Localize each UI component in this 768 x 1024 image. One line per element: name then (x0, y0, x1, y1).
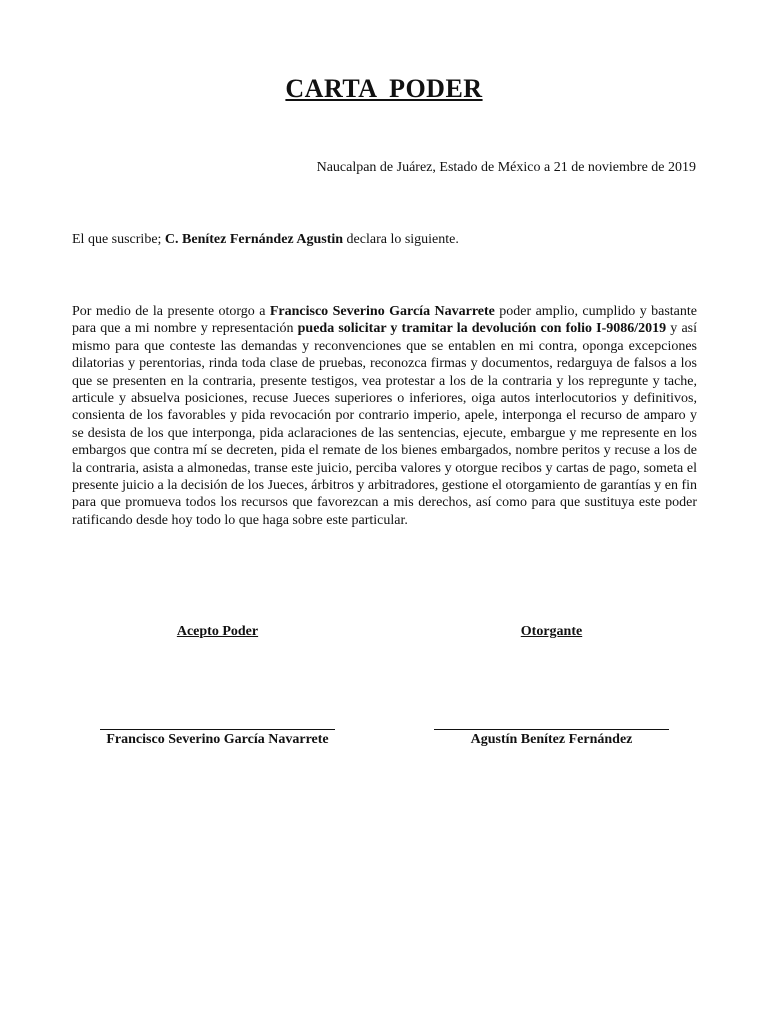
place-date-line: Naucalpan de Juárez, Estado de México a 21 de noviembre de 2019 (316, 160, 696, 175)
body-part-2: poder amplio, cumplido y bastante para que a mi nombre y representación (72, 304, 697, 337)
intro-suffix: declara lo siguiente. (343, 232, 459, 247)
body-part-3: y así mismo para que conteste las demandas y reconvenciones que se entablen en mi contra, oponga excepciones dilatorias y perentorias, rinda toda clase de pruebas, reconozca firmas y documentos, redarguya de falsos a los que se presenten en la contraria, presente testigos, vea protestar a los de la contraria y los repregunte y tache, articule y absuelva posiciones, recuse Jueces superiores o inferiores, oiga autos interlocutorios y definitivos, consienta de los favorables y pida revocación por contrario imperio, apele, interponga el recurso de amparo y se desista de los que interponga, pida aclaraciones de las sentencias, ejecute, embargue y me represente en los embargos que contra mí se decreten, pida el remate de los bienes embargados, nombre peritos y recuse a los de la contraria, asista a almonedas, transe este juicio, perciba valores y otorgue recibos y cartas de pago, someta el presente juicio a la decisión de los Jueces, árbitros y arbitradores, gestione el otorgamiento de garantías y en fin para que promueva todos los recursos que favorezcan a mis derechos, así como para que sustituya este poder ratificando desde hoy todo lo que haga sobre este particular. (72, 321, 697, 528)
attorney-name-inline: Francisco Severino García Navarrete (269, 304, 495, 319)
grantor-heading: Otorgante (520, 624, 583, 639)
purpose-statement: pueda solicitar y tramitar la devolución con folio I-9086/2019 (297, 321, 667, 337)
intro-prefix: El que suscribe; (72, 232, 165, 247)
grantor-signature-line (434, 729, 669, 730)
attorney-signature-name: Francisco Severino García Navarrete (106, 732, 329, 747)
accept-power-heading: Acepto Poder (176, 624, 259, 639)
body-part-1: Por medio de la presente otorgo a (72, 304, 270, 319)
attorney-signature-line (100, 729, 335, 730)
grantor-name-inline: C. Benítez Fernández Agustin (164, 232, 344, 247)
intro-statement (72, 232, 459, 248)
power-of-attorney-body (72, 303, 697, 529)
grantor-signature-name: Agustín Benítez Fernández (470, 732, 633, 747)
document-title: CARTA PODER (285, 74, 483, 103)
